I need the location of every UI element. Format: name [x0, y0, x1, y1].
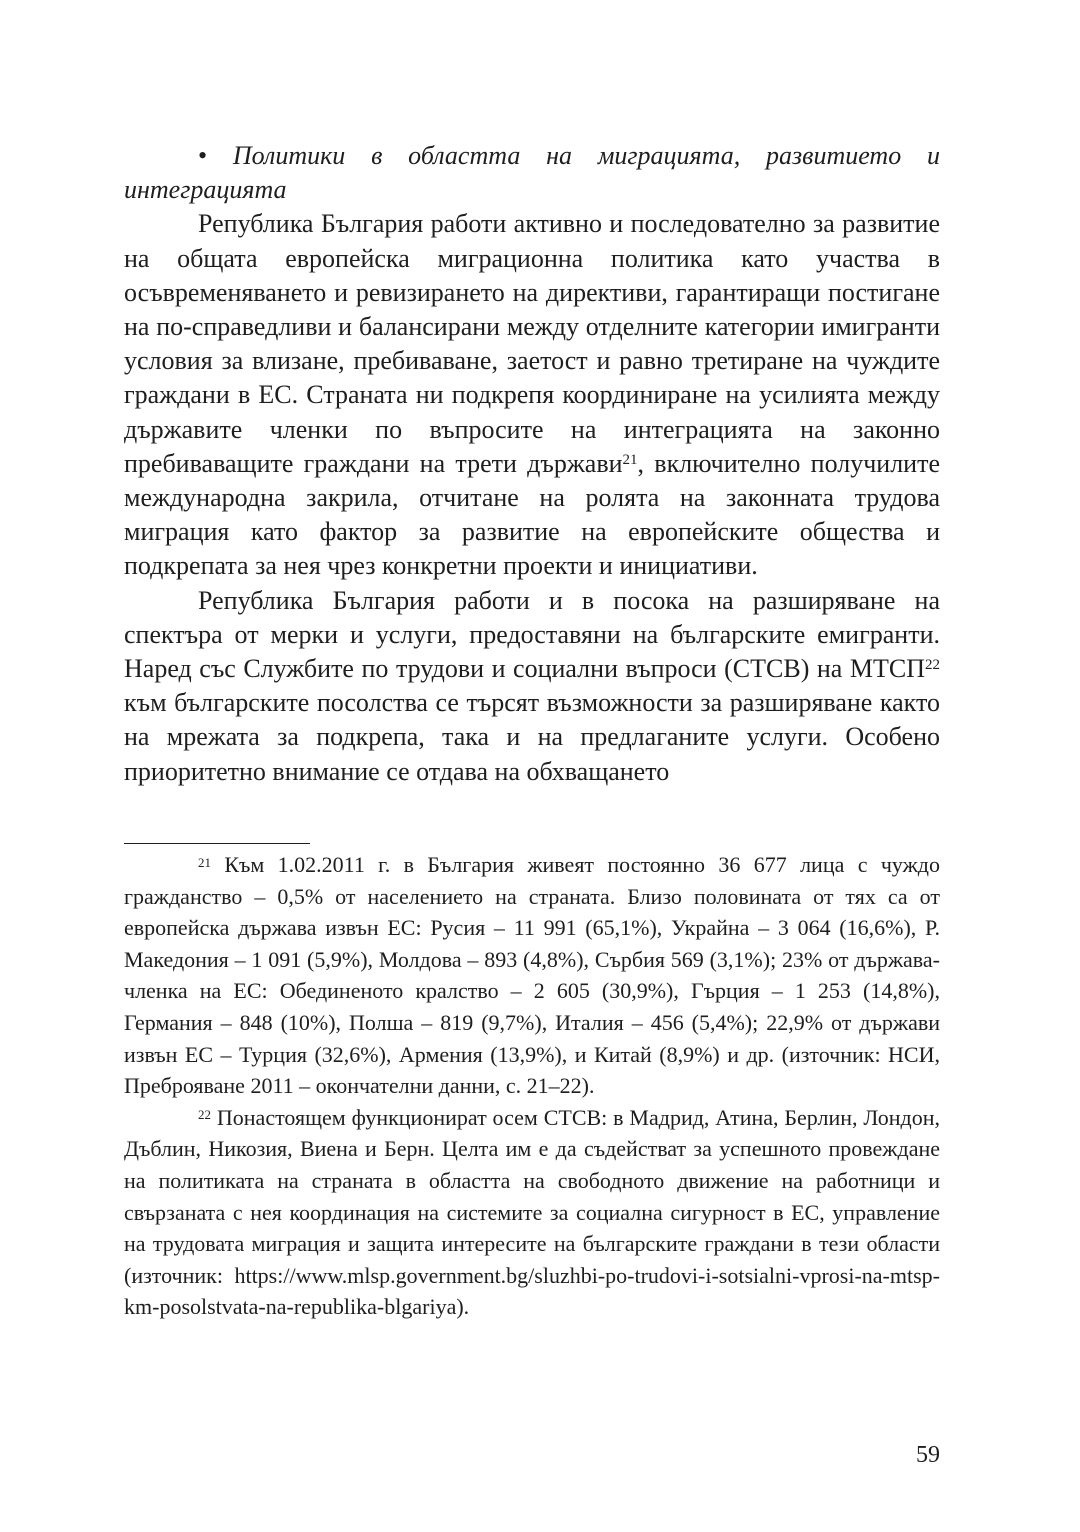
- footnote: $^{22}$ Понастоящем функционират осем СТСВ: в Мадрид, Атина, Берлин, Лондон, Дъблин, Никозия, Виена и Берн. Целта им е да съдействат за успешното провеждане на политиката на страната в областта на свободното движение на работници и свързаната с нея координация на системите за социална сигурност в ЕС, управление на трудовата миграция и защита интересите на българските граждани в тези области (източник: https://www.mlsp.government.bg/sluzhbi-po-trudovi-i-sotsialni-vprosi-na-mtsp-km-posolstvata-na-republika-blgariya).: [124, 1104, 941, 1320]
- footnote: [124, 849, 940, 1102]
- main-text: [124, 139, 940, 789]
- footnote-ref: 22: [925, 657, 940, 674]
- source-url: https://www.mlsp.government.bg/sluzhbi-po-trudovi-i-sotsialni-vprosi-na-mtsp-km-posolstvata-na-republika-blgariya: [124, 1262, 940, 1320]
- footnote-text: Понастоящем функционират осем СТСВ: в Мадрид, Атина, Берлин, Лондон, Дъблин, Никозия, Виена и Берн. Целта им е да съдействат за успешното провеждане на политиката на страната в областта на свободното движение на работници и свързаната с нея координация на системите за социална сигурност в ЕС, управление на трудовата миграция и защита интересите на българските граждани в тези области (източник:: [124, 1104, 941, 1288]
- footnote-number: 22: [198, 1107, 211, 1123]
- section-heading-text: Политики в областта на миграцията, развитието и интеграцията: [124, 141, 940, 205]
- paragraph: Република България работи и в посока на разширяване на спектъра от мерки и услуги, предоставяни на българските емигранти. Наред със Службите по трудови и социални въпроси (СТСВ) на МТСП$^{22}$ към българските посолства се търсят възможности за разширяване както на мрежата за подкрепа, така и на предлаганите услуги. Особено приоритетно внимание се отдава на обхващането: [124, 585, 940, 786]
- page-number: 59: [916, 1442, 940, 1468]
- section-heading: [124, 139, 940, 207]
- footnotes: [124, 849, 940, 1323]
- bullet-marker: •: [198, 141, 208, 170]
- footnote-text: Към 1.02.2011 г. в България живеят постоянно 36 677 лица с чуждо гражданство – 0,5% от населението на страната. Близо половината от тях са от европейска държава извън ЕС: Русия – 11 991 (65,1%), Украйна – 3 064 (16,6%), Р. Македония – 1 091 (5,9%), Молдова – 893 (4,8%), Сърбия 569 (3,1%); 23% от държава-членка на ЕС: Обединеното кралство – 2 605 (30,9%), Гърция – 1 253 (14,8%), Германия – 848 (10%), Полша – 819 (9,7%), Италия – 456 (5,4%); 22,9% от държави извън ЕС – Турция (32,6%), Армения (13,9%), и Китай (8,9%) и др. (източник: НСИ, Преброяване 2011 – окончателни данни, с. 21–22).: [124, 852, 940, 1099]
- footnote-divider: [124, 843, 310, 844]
- paragraph: Република България работи активно и последователно за развитие на общата европейска миграционна политика като участва в осъвременяването и ревизирането на директиви, гарантиращи постигане на по-справедливи и балансирани между отделните категории имигранти условия за влизане, пребиваване, заетост и равно третиране на чуждите граждани в ЕС. Страната ни подкрепя координиране на усилията между държавите членки по въпросите на интеграцията на законно пребиваващите граждани на трети държави$^{21}$, включително получилите международна закрила, отчитане на ролята на законната трудова миграция като фактор за развитие на европейските общества и подкрепата за нея чрез конкретни проекти и инициативи.: [124, 209, 940, 581]
- footnote-ref: 21: [622, 452, 638, 469]
- footnote-number: 21: [198, 854, 211, 870]
